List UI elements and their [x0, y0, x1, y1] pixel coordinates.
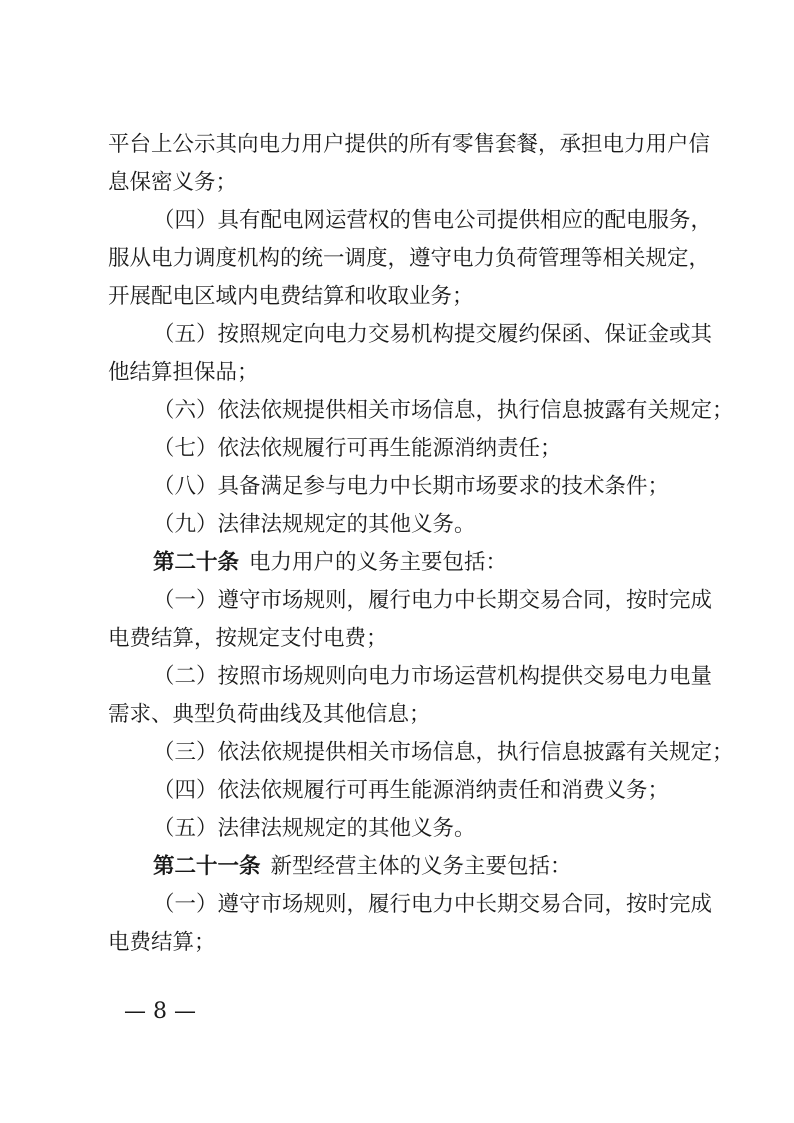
- user-obligation-1-line-1: （一）遵守市场规则，履行电力中长期交易合同，按时完成: [153, 588, 713, 613]
- article-21-title: 第二十一条: [153, 854, 261, 879]
- article-20-title: 第二十条: [153, 550, 240, 575]
- article-21-heading: [153, 848, 572, 886]
- user-obligation-3: （三）依法依规提供相关市场信息，执行信息披露有关规定；: [153, 740, 734, 765]
- user-obligation-4: （四）依法依规履行可再生能源消纳责任和消费义务；: [153, 778, 670, 803]
- article-20-text: 电力用户的义务主要包括：: [249, 550, 508, 575]
- text-line: 息保密义务；: [108, 170, 238, 195]
- paragraph-8: （八）具备满足参与电力中长期市场要求的技术条件；: [153, 474, 670, 499]
- new-entity-obligation-1-line-1: （一）遵守市场规则，履行电力中长期交易合同，按时完成: [153, 892, 713, 917]
- article-21-text: 新型经营主体的义务主要包括：: [270, 854, 572, 879]
- user-obligation-2-line-1: （二）按照市场规则向电力市场运营机构提供交易电力电量: [153, 664, 713, 689]
- text-line: 服从电力调度机构的统一调度，遵守电力负荷管理等相关规定，: [108, 246, 711, 271]
- user-obligation-5: （五）法律法规规定的其他义务。: [153, 816, 476, 841]
- paragraph-5-line-1: （五）按照规定向电力交易机构提交履约保函、保证金或其: [153, 322, 713, 347]
- paragraph-7: （七）依法依规履行可再生能源消纳责任；: [153, 436, 562, 461]
- page-number: — 8 —: [124, 999, 196, 1024]
- article-20-heading: [153, 544, 507, 582]
- text-line: 需求、典型负荷曲线及其他信息；: [108, 702, 431, 727]
- paragraph-6: （六）依法依规提供相关市场信息，执行信息披露有关规定；: [153, 398, 734, 423]
- text-line: 平台上公示其向电力用户提供的所有零售套餐，承担电力用户信: [108, 132, 711, 157]
- text-line: 电费结算，按规定支付电费；: [108, 626, 388, 651]
- text-line: 电费结算；: [108, 930, 216, 955]
- paragraph-9: （九）法律法规规定的其他义务。: [153, 512, 476, 537]
- paragraph-4-line-1: （四）具有配电网运营权的售电公司提供相应的配电服务，: [153, 208, 713, 233]
- text-line: 他结算担保品；: [108, 360, 259, 385]
- text-line: 开展配电区域内电费结算和收取业务；: [108, 284, 474, 309]
